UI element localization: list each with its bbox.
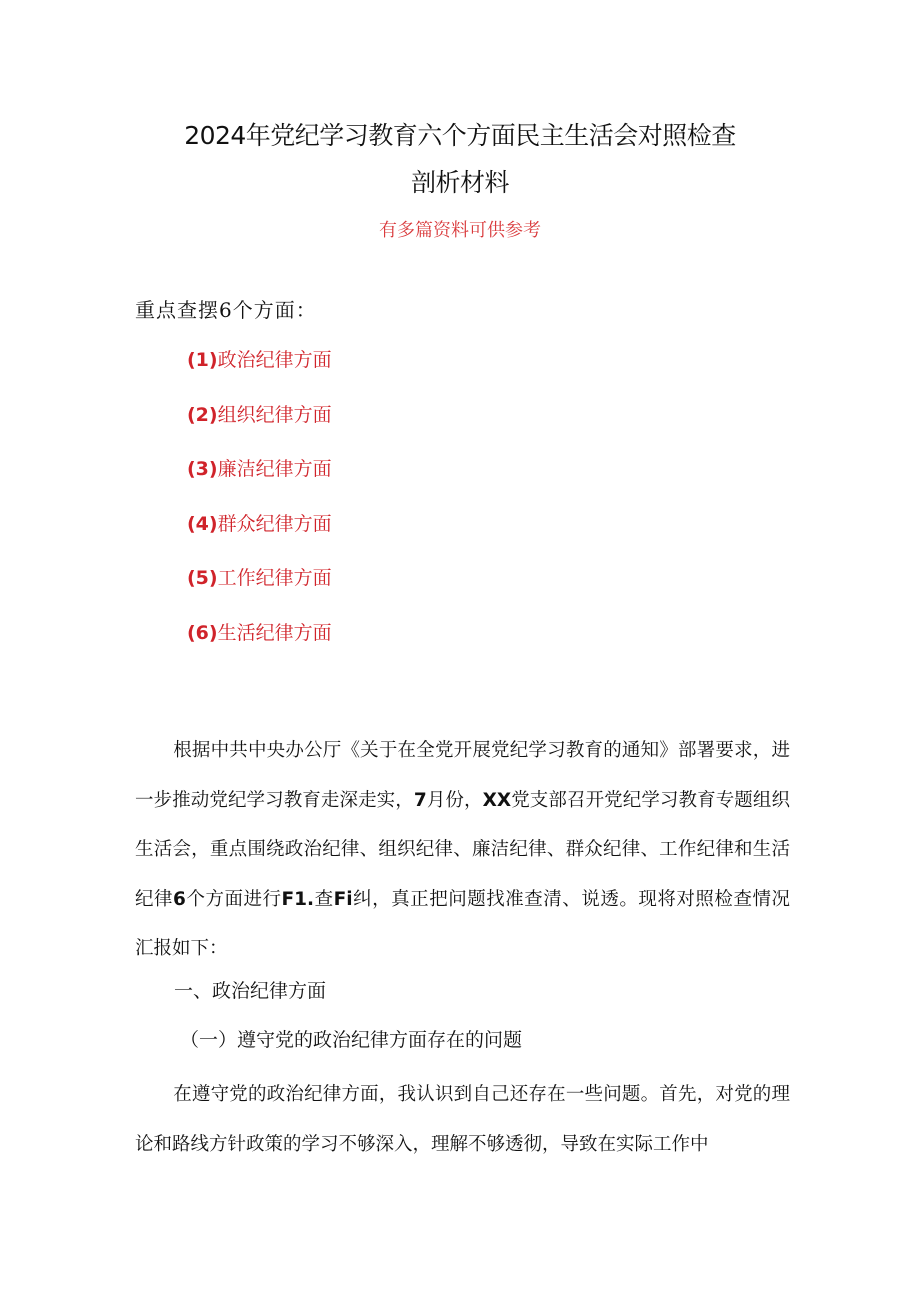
aspect-label: 组织纪律方面 <box>217 403 332 426</box>
aspect-label: 群众纪律方面 <box>217 512 332 535</box>
document-title-line-1: 2024年党纪学习教育六个方面民主生活会对照检查 <box>184 121 736 150</box>
section-paragraph-text: 在遵守党的政治纪律方面，我认识到自己还存在一些问题。首先，对党的理论和路线方针政策的学习不够深入，理解不够透彻，导致在实际工作中 <box>135 1084 790 1155</box>
intro-text: 党支部召开党纪学习教育专题组织生活会，重点围绕政治纪律、组织纪律、廉洁纪律、群众纪律、工作纪律和生活纪律 <box>135 789 790 910</box>
intro-paragraph <box>135 726 790 974</box>
aspect-label: 生活纪律方面 <box>217 621 332 644</box>
aspect-number: (1) <box>187 349 218 371</box>
aspect-number: (2) <box>187 403 218 426</box>
aspect-item <box>187 346 332 401</box>
intro-bold-text: Fi <box>333 888 353 910</box>
intro-text: 纠，真正把问题找准查清、说透。现将对照检查情况汇报如下： <box>135 888 790 960</box>
aspect-list <box>187 346 332 674</box>
aspect-number: (6) <box>187 621 218 644</box>
subsection-heading: （一）遵守党的政治纪律方面存在的问题 <box>180 1029 523 1051</box>
aspect-item <box>187 401 332 456</box>
aspect-item <box>187 619 332 674</box>
intro-text: 个方面进行 <box>185 888 282 910</box>
intro-text: 查 <box>314 888 334 910</box>
document-subtitle: 有多篇资料可供参考 <box>379 220 541 241</box>
intro-bold-text: F1. <box>281 888 315 910</box>
intro-text: 月份， <box>426 789 483 811</box>
document-title-line-2: 剖析材料 <box>410 168 509 197</box>
intro-bold-text: 7 <box>413 789 427 811</box>
aspect-number: (5) <box>187 567 218 590</box>
intro-bold-text: 6 <box>173 888 186 910</box>
section-paragraph <box>135 1070 790 1169</box>
aspect-label: 廉洁纪律方面 <box>217 458 332 481</box>
intro-bold-text: XX <box>482 789 512 811</box>
section-heading: 一、政治纪律方面 <box>174 980 327 1002</box>
aspect-number: (4) <box>187 512 218 535</box>
aspect-item <box>187 455 332 510</box>
aspect-item <box>187 564 332 619</box>
intro-text: 根据中共中央办公厅《关于在全党开展党纪学习教育的通知》部署要求，进一步推动党纪学习教育走深走实， <box>135 740 790 811</box>
aspect-label: 工作纪律方面 <box>217 567 332 590</box>
aspect-item <box>187 510 332 565</box>
focus-heading: 重点查摆6个方面： <box>135 298 317 322</box>
aspect-number: (3) <box>187 458 218 481</box>
aspect-label: 政治纪律方面 <box>217 349 332 371</box>
